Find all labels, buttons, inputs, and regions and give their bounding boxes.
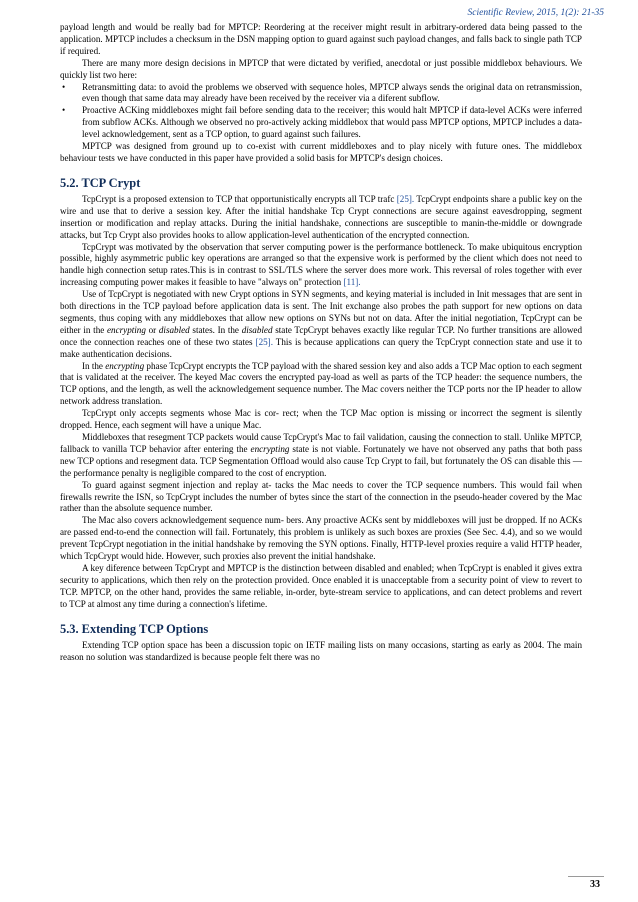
emphasis: encrypting (107, 324, 146, 335)
text-run: Use of TcpCrypt is negotiated with new Crypt options in SYN segments, and keying material is included in Init messages that are sent in both directions in the TCP payload before application data is sent. The Init exchange also probes the path support for new options on data segments, thus coping with any middleboxes that allow new options on SYNs but not on data. After the initial negotiation, TcpCrypt can be either in the (60, 289, 582, 335)
journal-name: Scientific Review (467, 8, 532, 18)
paragraph (60, 432, 582, 480)
text-run: or (145, 324, 159, 335)
text-run: TcpCrypt was motivated by the observation that server computing power is the performance bottleneck. To make ubiquitous encryption possible, highly asymmetric public key operations are arranged so that the expensive work is performed by the client which does not need to handle high connection setup rates.This is in contrast to SSL/TLS where the server does more work. This reversal of roles together with ever increasing computing power makes it feasible to have "always on" protection (60, 241, 582, 288)
bullet-item: • Proactive ACKing middleboxes might fail before sending data to the receiver; this would halt MPTCP if data-level ACKs were inferred from subflow ACKs. Although we observed no pro-actively acking middlebox that would pass MPTCP options, MPTCP includes a data-level acknowledgement, sent as a TCP option, to guard against such failures. (60, 105, 582, 141)
page-number: 33 (590, 879, 600, 890)
paragraph: To guard against segment injection and replay at- tacks the Mac needs to cover the TCP sequence numbers. This would fail when firewalls rewrite the ISN, so TcpCrypt includes the number of bytes since the start of the connection in the pseudo-header covered by the Mac rather than the absolute sequence number. (60, 479, 582, 514)
emphasis: disabled (158, 324, 190, 335)
emphasis: encrypting (250, 443, 290, 454)
text-run: phase TcpCrypt encrypts the TCP payload with the shared session key and also adds a TCP Mac option to each segment that is validated at the receiver. The keyed Mac covers the encrypted pay-load as well as parts of the TCP header: the sequence numbers, the TCP options, and the length, as well the acknowledgement sequence number. The Mac covers neither the TCP ports nor the IP header to allow network address translation. (60, 360, 583, 407)
text-run: TcpCrypt is a proposed extension to TCP that opportunistically encrypts all TCP trafc (82, 193, 397, 204)
paragraph: Extending TCP option space has been a discussion topic on IETF mailing lists on many occasions, starting as early as 2004. The main reason no solution was standardized is because people felt there was no (60, 639, 582, 662)
citation-link[interactable]: [25]. (396, 193, 415, 204)
paragraph: There are many more design decisions in MPTCP that were dictated by verified, anecdotal or just possible middlebox behaviours. We quickly list two here: (60, 57, 582, 80)
emphasis: disabled (241, 324, 273, 335)
text-run: This is because applications can query the TcpCrypt connection state and use it to make authentication decisions. (60, 336, 582, 359)
citation-link[interactable]: [25]. (255, 336, 273, 347)
text-run: state TcpCrypt behaves exactly like regular TCP. No further transitions are allowed once the connection reaches one of these two states (60, 324, 582, 347)
citation-link[interactable]: [11]. (343, 277, 361, 288)
paragraph: The Mac also covers acknowledgement sequence num- bers. Any proactive ACKs sent by middleboxes will just be dropped. If no ACKs are passed end-to-end the connection will fail. Fortunately, this problem is unlikely as such boxes are proxies (See Sec. 4.4), and so we would prevent TcpCrypt negotiation in the initial handshake by removing the SYN options. Finally, HTTP-level proxies require a valid HTTP header, which TcpCrypt would hide. However, such proxies also prevent the initial handshake. (60, 515, 582, 562)
paragraph (60, 289, 582, 360)
paragraph (60, 194, 582, 242)
text-run: state is not viable. Fortunately we have not observed any paths that both pass new TCP options and resegment data. TCP Segmentation Offload would also cause Tcp Crypt to fail, but fortunately the OS can disable this — the performance penalty is negligible compared to the cost of encryption. (60, 443, 583, 478)
text-run: In the (82, 360, 106, 371)
emphasis: encrypting (105, 360, 145, 371)
bullet-item: • Retransmitting data: to avoid the problems we observed with sequence holes, MPTCP always sends the original data on retransmission, even though that same data may already have been received by the receiver via a diferent subflow. (60, 82, 582, 106)
section-heading-5-3: 5.3. Extending TCP Options (60, 621, 209, 636)
paragraph: payload length and would be really bad for MPTCP: Reordering at the receiver might result in arbitrary-ordered data being passed to the application. MPTCP includes a checksum in the DSN mapping option to guard against such payload changes, and falls back to single path TCP if required. (60, 22, 582, 56)
footer-rule (568, 876, 604, 877)
paragraph (60, 361, 582, 409)
bullet-list (60, 82, 582, 142)
running-header (468, 8, 604, 18)
journal-citation: , 2015, 1(2): 21-35 (531, 8, 604, 18)
paragraph: TcpCrypt only accepts segments whose Mac is cor- rect; when the TCP Mac option is missing or incorrect the segment is silently dropped. Hence, each segment will have a unique Mac. (60, 408, 582, 431)
text-run: TcpCrypt endpoints share a public key on the wire and use that to derive a session key. After the initial handshake Tcp Crypt connections are secure against eavesdropping, segment insertion or modification and replay attacks. During the initial handshake, connections are susceptible to manin-the-middle or downgrade attacks, but Tcp Crypt also provides hooks to allow application-level authentication of the encrypted connection. (60, 193, 582, 240)
text-run: Middleboxes that resegment TCP packets would cause TcpCrypt's Mac to fail validation, causing the connection to stall. Unlike MPTCP, fallback to vanilla TCP behavior after entering the (60, 432, 582, 454)
paragraph: A key diference between TcpCrypt and MPTCP is the distinction between disabled and enabled; when TcpCrypt is enabled it gives extra security to applications, which then rely on the protection provided. Once enabled it is unacceptable from a security point of view to revert to TCP. MPTCP, on the other hand, provides the same reliable, in-order, byte-stream service to applications, and can detect problems and revert to TCP at almost any time during a connection's lifetime. (60, 562, 582, 609)
text-run: states. In the (189, 324, 242, 335)
article-body (60, 22, 582, 663)
section-heading-5-2: 5.2. TCP Crypt (60, 175, 141, 190)
paragraph (60, 242, 582, 290)
paragraph: MPTCP was designed from ground up to co-exist with current middleboxes and to play nicely with future ones. The middlebox behaviour tests we have conducted in this paper have provided a solid basis for MPTCP's design choices. (60, 141, 582, 163)
